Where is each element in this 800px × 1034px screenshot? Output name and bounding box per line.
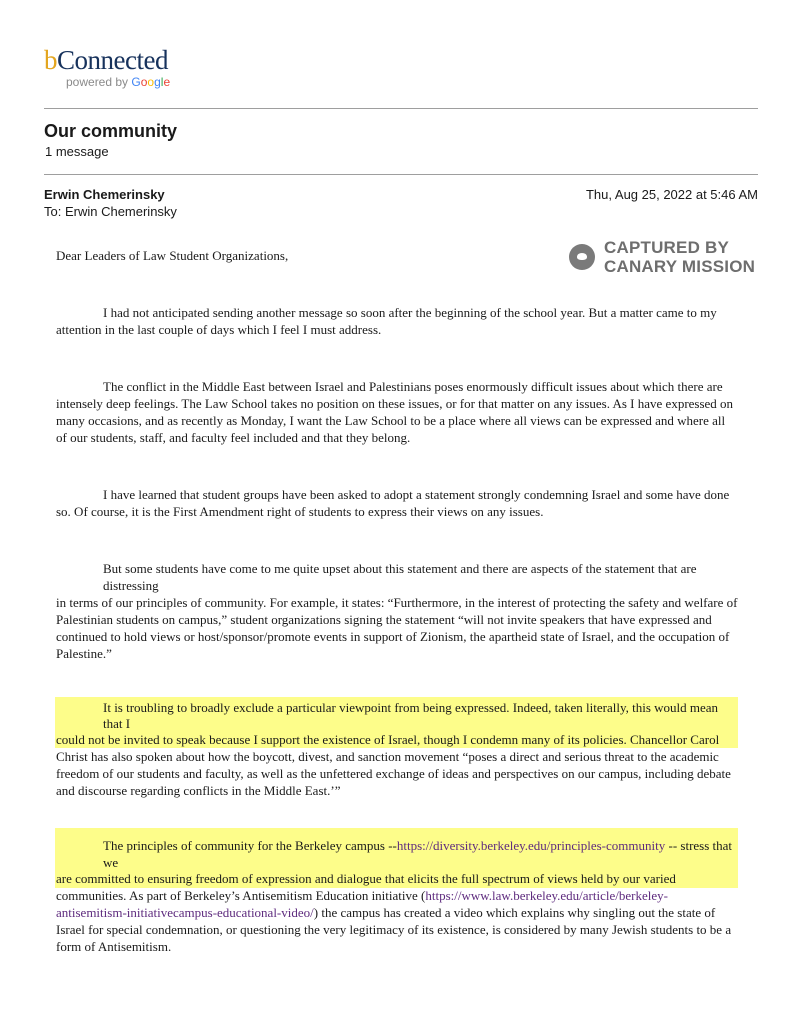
greeting: Dear Leaders of Law Student Organizations, — [56, 248, 289, 263]
thread-subject: Our community — [44, 121, 178, 141]
body-line: antisemitism-initiativecampus-educational-video/) the campus has created a video which explains why singling out the state of — [56, 905, 716, 920]
bconnected-logo — [44, 46, 170, 89]
header-divider — [44, 108, 758, 109]
body-line: Israel for special condemnation, or questioning the very legitimacy of its existence, is considered by many Jewish students to be a — [56, 922, 732, 937]
body-line: The principles of community for the Berkeley campus --https://diversity.berkeley.edu/principles-community -- stress that — [103, 838, 733, 853]
body-line: Palestine.” — [56, 646, 112, 661]
stamp-text: CAPTURED BY CANARY MISSION — [604, 238, 756, 276]
recipient-line: To: Erwin Chemerinsky — [44, 204, 177, 219]
principles-community-link[interactable]: https://diversity.berkeley.edu/principles-community — [396, 838, 666, 853]
body-line: intensely deep feelings. The Law School takes no position on these issues, or for that matter on any issues. As I have expressed on — [56, 396, 734, 411]
body-line: in terms of our principles of community. For example, it states: “Furthermore, in the interest of protecting the safety and welfare of — [56, 595, 738, 610]
logo-powered-by: powered by Google — [66, 75, 171, 89]
body-line: and discourse regarding conflicts in the Middle East.’” — [56, 783, 341, 798]
body-line: are committed to ensuring freedom of expression and dialogue that elicits the full spectrum of views held by our varied — [56, 871, 676, 886]
body-line: could not be invited to speak because I support the existence of Israel, though I condemn many of its policies. Chancellor Carol — [56, 732, 720, 747]
body-line: The conflict in the Middle East between Israel and Palestinians poses enormously difficult issues about which there are — [103, 379, 723, 394]
antisemitism-initiative-link[interactable]: https://www.law.berkeley.edu/article/berkeley- — [425, 888, 668, 903]
thread-divider — [44, 174, 758, 175]
body-line: continued to hold views or host/sponsor/promote events in support of Zionism, the apartheid state of Israel, and the occupation of — [56, 629, 730, 644]
logo-wordmark: bConnected — [44, 45, 168, 75]
body-line: we — [103, 855, 119, 870]
body-line: Palestinian students on campus,” student organizations signing the statement “will not invite speakers that have expressed and — [56, 612, 712, 627]
body-line: I have learned that student groups have been asked to adopt a statement strongly condemning Israel and some have done — [103, 487, 730, 502]
body-line: Christ has also spoken about how the boycott, divest, and sanction movement “poses a direct and serious threat to the academic — [56, 749, 719, 764]
antisemitism-initiative-link-continued[interactable]: antisemitism-initiativecampus-educational-video/ — [56, 905, 314, 920]
body-line: attention in the last couple of days which I feel I must address. — [56, 322, 382, 337]
body-line: communities. As part of Berkeley’s Antisemitism Education initiative (https://www.law.berkeley.edu/article/berkeley- — [56, 888, 668, 903]
message-date: Thu, Aug 25, 2022 at 5:46 AM — [585, 187, 758, 202]
canary-mission-stamp — [569, 238, 755, 276]
body-line: form of Antisemitism. — [56, 939, 172, 954]
body-line: I had not anticipated sending another message so soon after the beginning of the school year. But a matter came to my — [103, 305, 717, 320]
body-line: that I — [103, 716, 131, 731]
body-line: so. Of course, it is the First Amendment right of students to express their views on any issues. — [56, 504, 544, 519]
body-line: But some students have come to me quite upset about this statement and there are aspects of the statement that are — [103, 561, 697, 576]
body-line: distressing — [103, 578, 159, 593]
body-line: of our students, staff, and faculty feel included and that they belong. — [56, 430, 411, 445]
body-line: It is troubling to broadly exclude a particular viewpoint from being expressed. Indeed, taken literally, this would mean — [103, 700, 719, 715]
canary-bird-icon — [569, 244, 595, 270]
body-line: many occasions, and as recently as Monday, I want the Law School to be a place where all views can be expressed and where all — [56, 413, 726, 428]
sender-name: Erwin Chemerinsky — [44, 187, 165, 202]
message-count: 1 message — [45, 144, 109, 159]
body-line: freedom of our students and faculty, as well as the unfettered exchange of ideas and perspectives on our campus, including debate — [56, 766, 731, 781]
